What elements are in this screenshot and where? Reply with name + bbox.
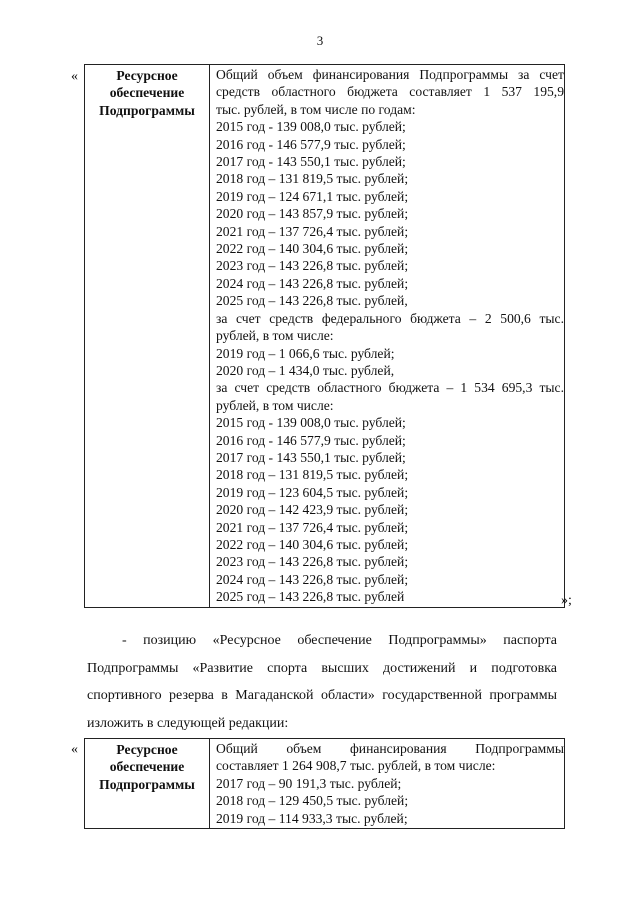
table2-content-line: составляет 1 264 908,7 тыс. рублей, в том числе:: [216, 758, 496, 774]
table2-label-line: обеспечение: [109, 759, 185, 775]
table1-content-cell: [210, 65, 565, 608]
table1-content-line: средств областного бюджета составляет 1 537 195,9: [216, 84, 564, 100]
table1-content-line: тыс. рублей, в том числе по годам:: [216, 101, 416, 117]
table1-content-line: 2017 год - 143 550,1 тыс. рублей;: [216, 449, 406, 465]
table1-content-line: 2017 год - 143 550,1 тыс. рублей;: [216, 154, 406, 170]
amendment-paragraph: [87, 627, 557, 737]
table1-content-line: 2019 год – 123 604,5 тыс. рублей;: [216, 484, 409, 500]
table1-content-line: 2021 год – 137 726,4 тыс. рублей;: [216, 223, 409, 239]
table1-label-line: Ресурсное: [116, 68, 178, 83]
table1-content-line: 2016 год - 146 577,9 тыс. рублей;: [216, 432, 406, 448]
resource-table-1: [84, 64, 565, 608]
table1-content-line: 2022 год – 140 304,6 тыс. рублей;: [216, 536, 409, 552]
closing-quote-1: »;: [561, 593, 572, 608]
table2-content-line: 2019 год – 114 933,3 тыс. рублей;: [216, 810, 408, 826]
table1-content-line: 2023 год – 143 226,8 тыс. рублей;: [216, 258, 409, 274]
table2-content-line: Общий объем финансирования Подпрограммы: [216, 741, 564, 756]
paragraph-line: Подпрограммы «Развитие спорта высших достижений и подготовка: [87, 660, 557, 676]
table2-label-line: Ресурсное: [116, 742, 178, 757]
table1-content-line: 2018 год – 131 819,5 тыс. рублей;: [216, 171, 409, 187]
table1-content-line: рублей, в том числе:: [216, 328, 334, 344]
table2-label-cell: [85, 739, 210, 829]
opening-quote-1: «: [71, 69, 78, 84]
table1-content-line: 2020 год – 142 423,9 тыс. рублей;: [216, 502, 409, 518]
table2-content-line: 2017 год – 90 191,3 тыс. рублей;: [216, 775, 402, 791]
table1-content-line: 2024 год – 143 226,8 тыс. рублей;: [216, 275, 409, 291]
table1-content-line: 2023 год – 143 226,8 тыс. рублей;: [216, 554, 409, 570]
table1-label-line: обеспечение: [109, 85, 185, 101]
paragraph-line: - позицию «Ресурсное обеспечение Подпрограммы» паспорта: [122, 633, 557, 648]
table1-content-line: рублей, в том числе:: [216, 397, 334, 413]
table1-content-line: за счет средств федерального бюджета – 2 500,6 тыс.: [216, 310, 564, 326]
resource-table-2: [84, 738, 565, 829]
table2-label-line: Подпрограммы: [99, 776, 195, 792]
table1-content-line: 2016 год - 146 577,9 тыс. рублей;: [216, 136, 406, 152]
table1-content-line: 2021 год – 137 726,4 тыс. рублей;: [216, 519, 409, 535]
table1-content-line: 2019 год – 1 066,6 тыс. рублей;: [216, 345, 395, 361]
page-number: 3: [316, 33, 324, 48]
paragraph-line: спортивного резерва в Магаданской области» государственной программы: [87, 688, 557, 703]
table1-content-line: 2020 год – 143 857,9 тыс. рублей;: [216, 206, 409, 222]
table2-content-line: 2018 год – 129 450,5 тыс. рублей;: [216, 793, 409, 809]
table1-content-line: 2020 год – 1 434,0 тыс. рублей,: [216, 362, 395, 378]
table1-content-line: за счет средств областного бюджета – 1 534 695,3 тыс.: [216, 380, 564, 396]
table1-content-line: Общий объем финансирования Подпрограммы за счет: [216, 67, 564, 82]
table1-content-line: 2022 год – 140 304,6 тыс. рублей;: [216, 241, 409, 257]
opening-quote-2: «: [71, 742, 78, 757]
table1-content-line: 2024 год – 143 226,8 тыс. рублей;: [216, 571, 409, 587]
table1-content-line: 2019 год – 124 671,1 тыс. рублей;: [216, 188, 409, 204]
table1-content-line: 2025 год – 143 226,8 тыс. рублей,: [216, 293, 408, 309]
table1-content-line: 2015 год - 139 008,0 тыс. рублей;: [216, 415, 406, 431]
table1-content-line: 2015 год - 139 008,0 тыс. рублей;: [216, 119, 406, 135]
table1-label-cell: [85, 65, 210, 608]
table1-content-line: 2018 год – 131 819,5 тыс. рублей;: [216, 467, 409, 483]
paragraph-line: изложить в следующей редакции:: [87, 715, 289, 731]
table1-label-line: Подпрограммы: [99, 102, 195, 118]
table2-content-cell: [210, 739, 565, 829]
table1-content-line: 2025 год – 143 226,8 тыс. рублей: [216, 589, 405, 605]
